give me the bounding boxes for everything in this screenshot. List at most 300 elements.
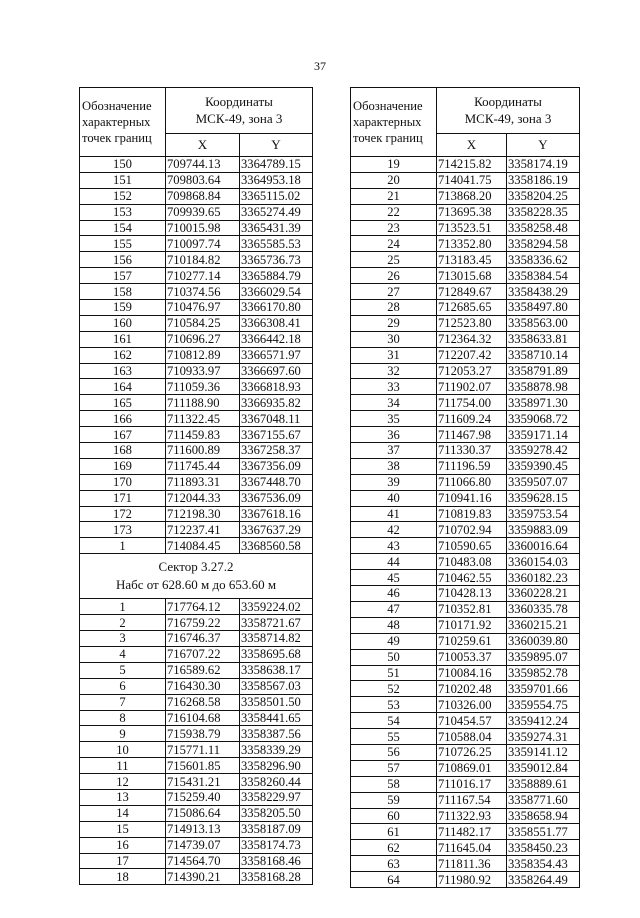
y-coordinate: 3358339.29 bbox=[240, 742, 313, 758]
point-id: 165 bbox=[80, 395, 166, 411]
x-coordinate: 711811.36 bbox=[437, 856, 507, 872]
point-id: 15 bbox=[80, 821, 166, 837]
x-coordinate: 712685.65 bbox=[437, 300, 507, 316]
y-coordinate: 3367618.16 bbox=[240, 506, 313, 522]
table-row bbox=[80, 694, 313, 710]
x-coordinate: 711059.36 bbox=[166, 379, 240, 395]
y-coordinate: 3359278.42 bbox=[507, 443, 580, 459]
x-coordinate: 711893.31 bbox=[166, 474, 240, 490]
point-id: 47 bbox=[351, 601, 437, 617]
y-coordinate: 3358229.97 bbox=[240, 789, 313, 805]
table-row bbox=[80, 331, 313, 347]
point-id: 59 bbox=[351, 792, 437, 808]
coordinates-table-right bbox=[350, 87, 580, 888]
table-row bbox=[80, 662, 313, 678]
y-coordinate: 3358791.89 bbox=[507, 363, 580, 379]
left-table-body-b bbox=[80, 599, 313, 885]
x-coordinate: 713523.51 bbox=[437, 220, 507, 236]
point-id: 4 bbox=[80, 646, 166, 662]
y-coordinate: 3358187.09 bbox=[240, 821, 313, 837]
y-coordinate: 3358174.19 bbox=[507, 157, 580, 173]
table-row bbox=[80, 538, 313, 554]
y-coordinate: 3358971.30 bbox=[507, 395, 580, 411]
y-coordinate: 3358205.50 bbox=[240, 805, 313, 821]
y-coordinate: 3367637.29 bbox=[240, 522, 313, 538]
point-id: 173 bbox=[80, 522, 166, 538]
x-coordinate: 715086.64 bbox=[166, 805, 240, 821]
table-row bbox=[351, 188, 580, 204]
x-coordinate: 711167.54 bbox=[437, 792, 507, 808]
y-coordinate: 3358294.58 bbox=[507, 236, 580, 252]
point-id: 159 bbox=[80, 300, 166, 316]
x-coordinate: 710584.25 bbox=[166, 315, 240, 331]
y-coordinate: 3366571.97 bbox=[240, 347, 313, 363]
x-coordinate: 712364.32 bbox=[437, 331, 507, 347]
table-row bbox=[351, 824, 580, 840]
y-coordinate: 3358771.60 bbox=[507, 792, 580, 808]
table-row bbox=[351, 268, 580, 284]
table-row bbox=[80, 631, 313, 647]
y-coordinate: 3366442.18 bbox=[240, 331, 313, 347]
table-row bbox=[80, 157, 313, 173]
x-coordinate: 716707.22 bbox=[166, 646, 240, 662]
point-id: 155 bbox=[80, 236, 166, 252]
y-coordinate: 3358563.00 bbox=[507, 315, 580, 331]
y-coordinate: 3367258.37 bbox=[240, 443, 313, 459]
table-row bbox=[80, 678, 313, 694]
table-row bbox=[351, 220, 580, 236]
y-coordinate: 3358658.94 bbox=[507, 808, 580, 824]
y-coordinate: 3358336.62 bbox=[507, 252, 580, 268]
point-id: 38 bbox=[351, 458, 437, 474]
y-coordinate: 3358695.68 bbox=[240, 646, 313, 662]
y-coordinate: 3367048.11 bbox=[240, 411, 313, 427]
table-row bbox=[80, 284, 313, 300]
table-row bbox=[351, 315, 580, 331]
point-id: 33 bbox=[351, 379, 437, 395]
point-id: 29 bbox=[351, 315, 437, 331]
point-id: 50 bbox=[351, 649, 437, 665]
x-coordinate: 711188.90 bbox=[166, 395, 240, 411]
sector-caption bbox=[80, 554, 313, 599]
point-id: 64 bbox=[351, 872, 437, 888]
point-id: 63 bbox=[351, 856, 437, 872]
x-coordinate: 711600.89 bbox=[166, 443, 240, 459]
y-coordinate: 3359171.14 bbox=[507, 427, 580, 443]
table-row bbox=[351, 379, 580, 395]
point-id: 22 bbox=[351, 204, 437, 220]
table-row bbox=[351, 665, 580, 681]
y-coordinate: 3358551.77 bbox=[507, 824, 580, 840]
point-id: 161 bbox=[80, 331, 166, 347]
table-row bbox=[351, 649, 580, 665]
point-id: 12 bbox=[80, 774, 166, 790]
point-id: 49 bbox=[351, 633, 437, 649]
point-id: 19 bbox=[351, 157, 437, 173]
point-id: 156 bbox=[80, 252, 166, 268]
x-coordinate: 715601.85 bbox=[166, 758, 240, 774]
table-row bbox=[351, 411, 580, 427]
table-row bbox=[80, 427, 313, 443]
table-row bbox=[80, 474, 313, 490]
x-coordinate: 712044.33 bbox=[166, 490, 240, 506]
x-coordinate: 710590.65 bbox=[437, 538, 507, 554]
y-coordinate: 3359507.07 bbox=[507, 474, 580, 490]
y-coordinate: 3358186.19 bbox=[507, 172, 580, 188]
point-id: 34 bbox=[351, 395, 437, 411]
y-coordinate: 3368560.58 bbox=[240, 538, 313, 554]
y-coordinate: 3359895.07 bbox=[507, 649, 580, 665]
point-id: 1 bbox=[80, 599, 166, 615]
y-coordinate: 3360335.78 bbox=[507, 601, 580, 617]
table-row bbox=[80, 204, 313, 220]
y-coordinate: 3359141.12 bbox=[507, 744, 580, 760]
x-coordinate: 710184.82 bbox=[166, 252, 240, 268]
table-row bbox=[80, 268, 313, 284]
y-coordinate: 3366697.60 bbox=[240, 363, 313, 379]
x-coordinate: 716268.58 bbox=[166, 694, 240, 710]
point-id: 23 bbox=[351, 220, 437, 236]
x-coordinate: 711330.37 bbox=[437, 443, 507, 459]
y-coordinate: 3358438.29 bbox=[507, 284, 580, 300]
point-id: 43 bbox=[351, 538, 437, 554]
x-coordinate: 711902.07 bbox=[437, 379, 507, 395]
point-id: 153 bbox=[80, 204, 166, 220]
table-row bbox=[80, 869, 313, 885]
table-row bbox=[351, 872, 580, 888]
coordinate-system: МСК-49, зона 3 bbox=[195, 111, 283, 127]
x-coordinate: 714041.75 bbox=[437, 172, 507, 188]
point-id: 17 bbox=[80, 853, 166, 869]
point-id: 27 bbox=[351, 284, 437, 300]
table-row bbox=[351, 681, 580, 697]
y-coordinate: 3365585.53 bbox=[240, 236, 313, 252]
table-row bbox=[351, 474, 580, 490]
x-coordinate: 712849.67 bbox=[437, 284, 507, 300]
x-coordinate: 710483.08 bbox=[437, 554, 507, 570]
coordinates-title: Координаты bbox=[205, 94, 273, 110]
y-coordinate: 3359852.78 bbox=[507, 665, 580, 681]
point-id: 46 bbox=[351, 586, 437, 602]
sector-range: Набс от 628.60 м до 653.60 м bbox=[115, 577, 277, 593]
table-row bbox=[80, 458, 313, 474]
point-id: 14 bbox=[80, 805, 166, 821]
point-id: 54 bbox=[351, 713, 437, 729]
x-coordinate: 711745.44 bbox=[166, 458, 240, 474]
x-coordinate: 716759.22 bbox=[166, 615, 240, 631]
y-coordinate: 3359701.66 bbox=[507, 681, 580, 697]
page-number: 37 bbox=[314, 59, 326, 73]
table-row bbox=[351, 792, 580, 808]
x-coordinate: 716104.68 bbox=[166, 710, 240, 726]
y-coordinate: 3359068.72 bbox=[507, 411, 580, 427]
x-coordinate: 716430.30 bbox=[166, 678, 240, 694]
x-coordinate: 710277.14 bbox=[166, 268, 240, 284]
y-coordinate: 3360039.80 bbox=[507, 633, 580, 649]
table-row bbox=[351, 554, 580, 570]
point-id: 44 bbox=[351, 554, 437, 570]
coordinates-title: Координаты bbox=[474, 94, 542, 110]
table-row bbox=[351, 713, 580, 729]
x-coordinate: 710171.92 bbox=[437, 617, 507, 633]
point-id: 9 bbox=[80, 726, 166, 742]
point-id: 35 bbox=[351, 411, 437, 427]
point-id: 20 bbox=[351, 172, 437, 188]
y-coordinate: 3360016.64 bbox=[507, 538, 580, 554]
point-id: 168 bbox=[80, 443, 166, 459]
y-column-header: Y bbox=[240, 133, 313, 156]
y-coordinate: 3367356.09 bbox=[240, 458, 313, 474]
table-row bbox=[351, 538, 580, 554]
y-coordinate: 3364789.15 bbox=[240, 157, 313, 173]
x-coordinate: 710326.00 bbox=[437, 697, 507, 713]
table-row bbox=[80, 300, 313, 316]
table-row bbox=[351, 586, 580, 602]
table-row bbox=[351, 252, 580, 268]
y-coordinate: 3359390.45 bbox=[507, 458, 580, 474]
table-row bbox=[80, 615, 313, 631]
y-coordinate: 3360228.21 bbox=[507, 586, 580, 602]
table-row bbox=[351, 617, 580, 633]
x-coordinate: 710015.98 bbox=[166, 220, 240, 236]
x-coordinate: 712237.41 bbox=[166, 522, 240, 538]
point-id: 8 bbox=[80, 710, 166, 726]
right-table-body bbox=[351, 157, 580, 888]
x-coordinate: 715771.11 bbox=[166, 742, 240, 758]
y-coordinate: 3366818.93 bbox=[240, 379, 313, 395]
sector-row bbox=[80, 554, 313, 599]
table-row bbox=[351, 157, 580, 173]
point-id: 150 bbox=[80, 157, 166, 173]
y-coordinate: 3366029.54 bbox=[240, 284, 313, 300]
x-coordinate: 711016.17 bbox=[437, 776, 507, 792]
table-row bbox=[80, 774, 313, 790]
x-coordinate: 713868.20 bbox=[437, 188, 507, 204]
x-coordinate: 714739.07 bbox=[166, 837, 240, 853]
table-row bbox=[80, 742, 313, 758]
table-row bbox=[80, 853, 313, 869]
x-coordinate: 710462.55 bbox=[437, 570, 507, 586]
table-row bbox=[351, 284, 580, 300]
x-coordinate: 710202.48 bbox=[437, 681, 507, 697]
point-id: 162 bbox=[80, 347, 166, 363]
point-id: 154 bbox=[80, 220, 166, 236]
point-id: 51 bbox=[351, 665, 437, 681]
y-coordinate: 3367536.09 bbox=[240, 490, 313, 506]
point-id: 157 bbox=[80, 268, 166, 284]
coordinate-system: МСК-49, зона 3 bbox=[464, 111, 552, 127]
table-row bbox=[80, 599, 313, 615]
table-row bbox=[351, 522, 580, 538]
y-coordinate: 3358258.48 bbox=[507, 220, 580, 236]
table-row bbox=[351, 633, 580, 649]
x-coordinate: 710819.83 bbox=[437, 506, 507, 522]
x-coordinate: 710084.16 bbox=[437, 665, 507, 681]
sector-title: Сектор 3.27.2 bbox=[158, 559, 234, 575]
coordinates-table-left bbox=[79, 87, 313, 885]
table-row bbox=[351, 236, 580, 252]
left-table-body-a bbox=[80, 157, 313, 554]
table-row bbox=[351, 490, 580, 506]
x-coordinate: 710588.04 bbox=[437, 729, 507, 745]
table-row bbox=[351, 506, 580, 522]
y-coordinate: 3359412.24 bbox=[507, 713, 580, 729]
table-row bbox=[80, 837, 313, 853]
y-coordinate: 3358387.56 bbox=[240, 726, 313, 742]
y-coordinate: 3358889.61 bbox=[507, 776, 580, 792]
point-id: 42 bbox=[351, 522, 437, 538]
point-id: 31 bbox=[351, 347, 437, 363]
y-coordinate: 3360154.03 bbox=[507, 554, 580, 570]
x-coordinate: 710097.74 bbox=[166, 236, 240, 252]
point-id: 5 bbox=[80, 662, 166, 678]
point-id: 18 bbox=[80, 869, 166, 885]
x-coordinate: 713183.45 bbox=[437, 252, 507, 268]
x-coordinate: 710454.57 bbox=[437, 713, 507, 729]
x-column-header: X bbox=[437, 133, 507, 156]
point-id: 163 bbox=[80, 363, 166, 379]
y-coordinate: 3358441.65 bbox=[240, 710, 313, 726]
y-coordinate: 3359274.31 bbox=[507, 729, 580, 745]
y-coordinate: 3359753.54 bbox=[507, 506, 580, 522]
x-coordinate: 711467.98 bbox=[437, 427, 507, 443]
y-coordinate: 3359224.02 bbox=[240, 599, 313, 615]
x-coordinate: 714913.13 bbox=[166, 821, 240, 837]
point-id: 164 bbox=[80, 379, 166, 395]
point-id: 57 bbox=[351, 760, 437, 776]
x-coordinate: 711322.93 bbox=[437, 808, 507, 824]
table-row bbox=[80, 252, 313, 268]
point-id: 158 bbox=[80, 284, 166, 300]
table-row bbox=[80, 710, 313, 726]
x-coordinate: 711066.80 bbox=[437, 474, 507, 490]
y-coordinate: 3358228.35 bbox=[507, 204, 580, 220]
y-coordinate: 3358638.17 bbox=[240, 662, 313, 678]
y-coordinate: 3359554.75 bbox=[507, 697, 580, 713]
table-row bbox=[351, 204, 580, 220]
y-coordinate: 3358714.82 bbox=[240, 631, 313, 647]
table-row bbox=[80, 758, 313, 774]
y-coordinate: 3366935.82 bbox=[240, 395, 313, 411]
table-row bbox=[351, 427, 580, 443]
coordinates-column-header bbox=[437, 88, 580, 134]
y-coordinate: 3358168.46 bbox=[240, 853, 313, 869]
point-id: 58 bbox=[351, 776, 437, 792]
table-row bbox=[351, 443, 580, 459]
x-coordinate: 712053.27 bbox=[437, 363, 507, 379]
x-coordinate: 716589.62 bbox=[166, 662, 240, 678]
y-coordinate: 3365736.73 bbox=[240, 252, 313, 268]
x-coordinate: 711980.92 bbox=[437, 872, 507, 888]
y-coordinate: 3358450.23 bbox=[507, 840, 580, 856]
point-column-header: Обозначение характерных точек границ bbox=[351, 88, 437, 157]
y-coordinate: 3360182.23 bbox=[507, 570, 580, 586]
point-id: 10 bbox=[80, 742, 166, 758]
point-id: 2 bbox=[80, 615, 166, 631]
table-row bbox=[80, 411, 313, 427]
x-coordinate: 711609.24 bbox=[437, 411, 507, 427]
point-id: 160 bbox=[80, 315, 166, 331]
x-coordinate: 711482.17 bbox=[437, 824, 507, 840]
table-row bbox=[351, 760, 580, 776]
table-row bbox=[80, 821, 313, 837]
table-row bbox=[80, 805, 313, 821]
point-id: 48 bbox=[351, 617, 437, 633]
point-id: 170 bbox=[80, 474, 166, 490]
x-coordinate: 715938.79 bbox=[166, 726, 240, 742]
x-coordinate: 717764.12 bbox=[166, 599, 240, 615]
point-id: 55 bbox=[351, 729, 437, 745]
y-column-header: Y bbox=[507, 133, 580, 156]
point-id: 26 bbox=[351, 268, 437, 284]
coordinates-column-header bbox=[166, 88, 313, 134]
point-id: 53 bbox=[351, 697, 437, 713]
x-coordinate: 710259.61 bbox=[437, 633, 507, 649]
y-coordinate: 3358501.50 bbox=[240, 694, 313, 710]
y-coordinate: 3365431.39 bbox=[240, 220, 313, 236]
x-coordinate: 711754.00 bbox=[437, 395, 507, 411]
table-row bbox=[351, 363, 580, 379]
x-coordinate: 710702.94 bbox=[437, 522, 507, 538]
point-id: 62 bbox=[351, 840, 437, 856]
point-id: 39 bbox=[351, 474, 437, 490]
point-id: 11 bbox=[80, 758, 166, 774]
x-coordinate: 710812.89 bbox=[166, 347, 240, 363]
point-column-header: Обозначение характерных точек границ bbox=[80, 88, 166, 157]
point-id: 16 bbox=[80, 837, 166, 853]
table-row bbox=[351, 840, 580, 856]
y-coordinate: 3366308.41 bbox=[240, 315, 313, 331]
point-id: 21 bbox=[351, 188, 437, 204]
y-coordinate: 3364953.18 bbox=[240, 172, 313, 188]
x-coordinate: 711459.83 bbox=[166, 427, 240, 443]
x-coordinate: 716746.37 bbox=[166, 631, 240, 647]
y-coordinate: 3359012.84 bbox=[507, 760, 580, 776]
x-coordinate: 713352.80 bbox=[437, 236, 507, 252]
y-coordinate: 3358878.98 bbox=[507, 379, 580, 395]
point-id: 37 bbox=[351, 443, 437, 459]
x-coordinate: 714084.45 bbox=[166, 538, 240, 554]
y-coordinate: 3360215.21 bbox=[507, 617, 580, 633]
y-coordinate: 3358174.73 bbox=[240, 837, 313, 853]
y-coordinate: 3358354.43 bbox=[507, 856, 580, 872]
point-id: 45 bbox=[351, 570, 437, 586]
point-id: 151 bbox=[80, 172, 166, 188]
table-row bbox=[351, 776, 580, 792]
table-row bbox=[351, 172, 580, 188]
table-row bbox=[351, 458, 580, 474]
point-id: 36 bbox=[351, 427, 437, 443]
y-coordinate: 3358296.90 bbox=[240, 758, 313, 774]
y-coordinate: 3365115.02 bbox=[240, 188, 313, 204]
table-row bbox=[351, 697, 580, 713]
x-column-header: X bbox=[166, 133, 240, 156]
table-row bbox=[351, 601, 580, 617]
point-id: 167 bbox=[80, 427, 166, 443]
y-coordinate: 3365274.49 bbox=[240, 204, 313, 220]
y-coordinate: 3365884.79 bbox=[240, 268, 313, 284]
table-row bbox=[80, 363, 313, 379]
table-row bbox=[80, 646, 313, 662]
point-id: 24 bbox=[351, 236, 437, 252]
x-coordinate: 714390.21 bbox=[166, 869, 240, 885]
table-row bbox=[80, 188, 313, 204]
point-id: 32 bbox=[351, 363, 437, 379]
x-coordinate: 710726.25 bbox=[437, 744, 507, 760]
x-coordinate: 710428.13 bbox=[437, 586, 507, 602]
table-row bbox=[351, 300, 580, 316]
x-coordinate: 709803.64 bbox=[166, 172, 240, 188]
